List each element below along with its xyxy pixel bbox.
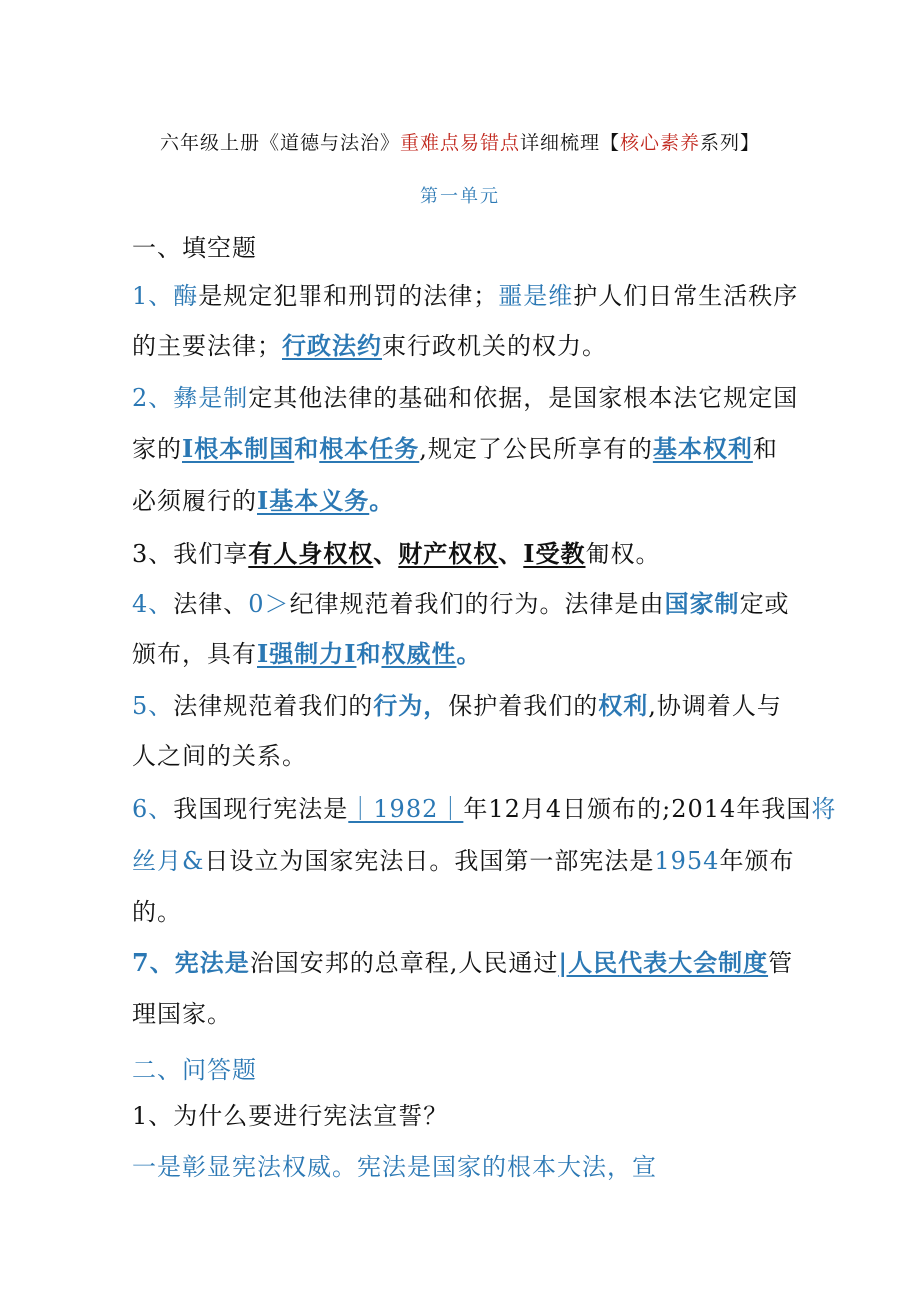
q4-answer-a: 0＞ xyxy=(248,590,290,618)
q1-text-c: 的主要法律； xyxy=(132,332,282,360)
q2-line-1 xyxy=(132,382,798,414)
q7-text-a: 治国安邦的总章程,人民通过 xyxy=(249,949,559,977)
q4-answer-c: I强制力I xyxy=(257,639,357,668)
q5-text-c: ,协调着人与 xyxy=(648,692,782,720)
q6-text-d: 年颁布 xyxy=(719,847,795,875)
q7-answer-b: |人民代表大会制度 xyxy=(558,948,769,977)
q6-text-c: 日设立为国家宪法日。我国第一部宪法是 xyxy=(204,847,655,875)
q1-answer-b: 噩是维 xyxy=(498,282,574,310)
q2-text-a: 定其他法律的基础和依据，是国家根本法它规定国 xyxy=(248,384,799,412)
q3-text-a: 3、我们享 xyxy=(132,540,249,568)
q5-text-b: 保护着我们的 xyxy=(448,692,599,720)
title-key-points: 重难点易错点 xyxy=(399,132,520,154)
q2-answer-c: 根本任务 xyxy=(319,434,420,463)
q4-text-b: 纪律规范着我们的行为。法律是由 xyxy=(289,590,665,618)
q1-line-1 xyxy=(132,280,798,312)
document-title xyxy=(0,128,920,155)
q4-text-a: 法律、 xyxy=(173,590,249,618)
q2-answer-b: I根本制国 xyxy=(182,434,295,463)
q4-answer-b: 国家制 xyxy=(664,589,740,618)
q3-sep-b: 、 xyxy=(498,539,524,568)
q4-text-d: 颁布，具有 xyxy=(132,640,257,668)
q6-answer-c: 丝月& xyxy=(132,847,205,875)
q3-answer-c: I受教 xyxy=(523,539,586,568)
q2-text-e: 必须履行的 xyxy=(132,487,257,515)
q2-line-3 xyxy=(132,485,394,517)
q1-answer-c: 行政法约 xyxy=(282,331,382,360)
q2-line-2 xyxy=(132,433,778,465)
q7-answer-a: 7、宪法是 xyxy=(132,948,250,977)
q4-text-c: 定或 xyxy=(739,590,790,618)
q3-answer-a: 有人身权权 xyxy=(248,539,374,568)
q2-and: 和 xyxy=(294,434,320,463)
q1-text-d: 束行政机关的权力。 xyxy=(382,332,607,360)
q2-text-c: ,规定了公民所享有的 xyxy=(419,435,653,463)
q6-line-3: 的。 xyxy=(132,898,182,926)
q4-line-2 xyxy=(132,638,481,670)
q3-sep-a: 、 xyxy=(373,539,399,568)
q1-line-2 xyxy=(132,330,607,362)
q5-answer-b: 权利 xyxy=(598,691,649,720)
q6-answer-d: 1954 xyxy=(654,847,720,875)
title-detail: 详细梳理【 xyxy=(519,132,620,154)
section-fill-in-heading: 一、填空题 xyxy=(132,234,257,262)
q6-line-2 xyxy=(132,845,794,877)
q4-number: 4、 xyxy=(132,590,174,618)
q2-answer-a: 2、彝是制 xyxy=(132,384,249,412)
q7-text-b: 管 xyxy=(768,949,794,977)
q6-number: 6、 xyxy=(132,795,174,823)
q3-answer-b: 财产权权 xyxy=(398,539,499,568)
title-core-literacy: 核心素养 xyxy=(620,132,701,154)
q6-text-b: 年12月4日颁布的;2014年我国 xyxy=(463,795,812,823)
q1-number: 1、酶 xyxy=(132,282,199,310)
unit-heading: 第一单元 xyxy=(420,186,500,207)
q3-line-1 xyxy=(132,538,661,570)
qa1-question: 1、为什么要进行宪法宣誓？ xyxy=(132,1102,449,1130)
q4-and: 和 xyxy=(356,639,382,668)
q2-answer-e: I基本义务 xyxy=(257,486,370,515)
q7-line-2: 理国家。 xyxy=(132,1000,232,1028)
title-grade-subject: 六年级上册《道德与法治》 xyxy=(159,132,400,154)
q1-text-a: 是规定犯罪和刑罚的法律； xyxy=(198,282,499,310)
q4-period: 。 xyxy=(456,639,482,668)
q7-line-1 xyxy=(132,947,793,979)
q2-text-d: 和 xyxy=(752,435,778,463)
q1-text-b: 护人们日常生活秩序 xyxy=(573,282,799,310)
q5-number: 5、 xyxy=(132,692,174,720)
q2-text-b: 家的 xyxy=(132,435,182,463)
q2-answer-d: 基本权利 xyxy=(652,434,753,463)
title-series: 系列】 xyxy=(700,132,761,154)
q5-line-1 xyxy=(132,690,782,722)
q6-text-a: 我国现行宪法是 xyxy=(173,795,349,823)
q3-text-b: 匍权。 xyxy=(585,540,661,568)
q5-text-a: 法律规范着我们的 xyxy=(173,692,374,720)
q5-line-2: 人之间的关系。 xyxy=(132,742,307,770)
q2-period: 。 xyxy=(369,486,395,515)
q5-answer-a: 行为， xyxy=(373,691,449,720)
q6-answer-a: ｜1982｜ xyxy=(348,795,464,823)
q6-line-1 xyxy=(132,793,836,825)
qa1-answer: 一是彰显宪法权威。宪法是国家的根本大法，宣 xyxy=(132,1153,657,1181)
q4-line-1 xyxy=(132,588,790,620)
q6-answer-b: 将 xyxy=(811,795,837,823)
section-qa-heading: 二、问答题 xyxy=(132,1056,257,1084)
q4-answer-d: 权威性 xyxy=(381,639,457,668)
